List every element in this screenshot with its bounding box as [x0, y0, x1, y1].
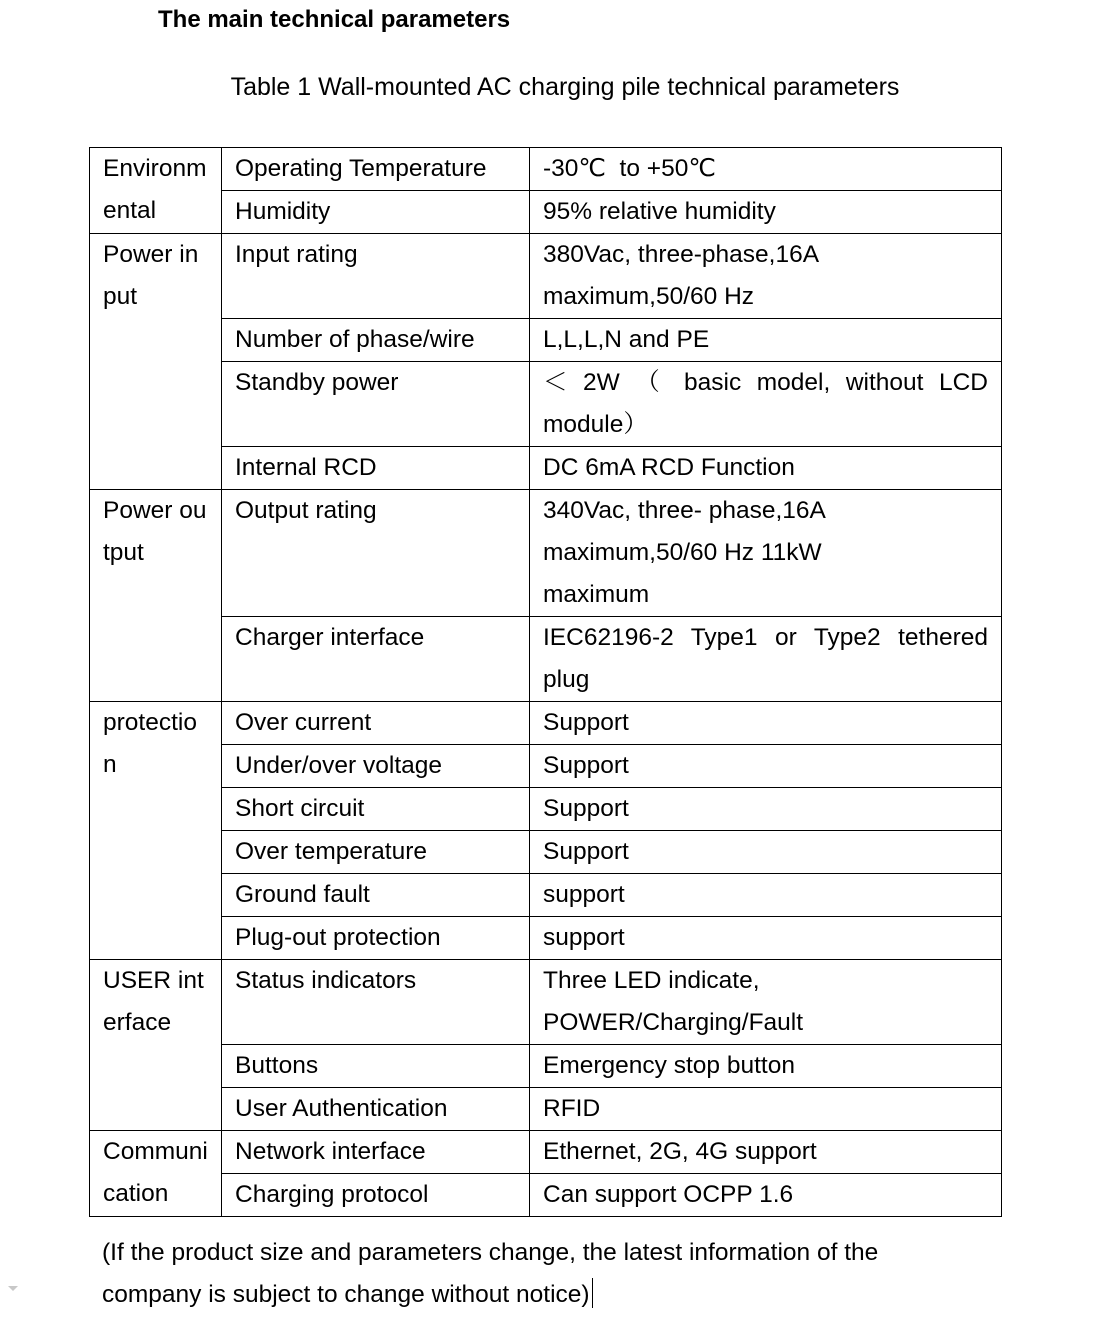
group-cell-communication: Communication [90, 1131, 222, 1217]
table-row [90, 148, 1002, 191]
param-cell: Status indicators [222, 960, 530, 1045]
param-cell: Short circuit [222, 788, 530, 831]
table-row [90, 788, 1002, 831]
table-row [90, 1088, 1002, 1131]
param-cell: Charging protocol [222, 1174, 530, 1217]
table-row [90, 191, 1002, 234]
section-heading: The main technical parameters [158, 6, 511, 33]
value-cell: 95% relative humidity [530, 191, 1002, 234]
technical-parameters-table [89, 147, 1002, 1217]
param-cell: Over temperature [222, 831, 530, 874]
table-row [90, 447, 1002, 490]
table-row [90, 319, 1002, 362]
param-cell: Plug-out protection [222, 917, 530, 960]
value-cell: 340Vac, three- phase,16A maximum,50/60 Hz 11kW maximum [530, 490, 1002, 617]
value-cell: IEC62196-2 Type1 or Type2 tethered plug [530, 617, 1002, 702]
table-row [90, 702, 1002, 745]
value-cell: -30℃ to +50℃ [530, 148, 1002, 191]
table-row [90, 362, 1002, 447]
param-cell: Network interface [222, 1131, 530, 1174]
group-cell-user-interface: USER interface [90, 960, 222, 1131]
param-cell: Ground fault [222, 874, 530, 917]
table-row [90, 1131, 1002, 1174]
value-cell: Emergency stop button [530, 1045, 1002, 1088]
value-cell: Support [530, 702, 1002, 745]
table-row [90, 617, 1002, 702]
param-cell: Number of phase/wire [222, 319, 530, 362]
value-cell: 380Vac, three-phase,16A maximum,50/60 Hz [530, 234, 1002, 319]
value-cell: Ethernet, 2G, 4G support [530, 1131, 1002, 1174]
value-cell: Three LED indicate, POWER/Charging/Fault [530, 960, 1002, 1045]
disclaimer-note[interactable] [102, 1232, 982, 1316]
value-cell: Support [530, 788, 1002, 831]
table-row [90, 234, 1002, 319]
param-cell: Charger interface [222, 617, 530, 702]
param-cell: Input rating [222, 234, 530, 319]
value-cell: ＜ 2W （ basic model, without LCD module） [530, 362, 1002, 447]
param-cell: Output rating [222, 490, 530, 617]
value-cell: DC 6mA RCD Function [530, 447, 1002, 490]
value-cell: support [530, 917, 1002, 960]
param-cell: Humidity [222, 191, 530, 234]
text-cursor [592, 1278, 594, 1308]
value-cell: Support [530, 831, 1002, 874]
param-cell: Buttons [222, 1045, 530, 1088]
value-cell: support [530, 874, 1002, 917]
value-cell: RFID [530, 1088, 1002, 1131]
param-cell: Internal RCD [222, 447, 530, 490]
group-cell-power-input: Power input [90, 234, 222, 490]
param-cell: Over current [222, 702, 530, 745]
collapse-arrow-icon [8, 1286, 18, 1291]
value-cell: L,L,L,N and PE [530, 319, 1002, 362]
table-row [90, 917, 1002, 960]
table-row [90, 960, 1002, 1045]
table-caption: Table 1 Wall-mounted AC charging pile technical parameters [230, 73, 900, 101]
group-cell-protection: protection [90, 702, 222, 960]
param-cell: User Authentication [222, 1088, 530, 1131]
table-row [90, 831, 1002, 874]
value-cell: Support [530, 745, 1002, 788]
table-row [90, 1045, 1002, 1088]
table-row [90, 874, 1002, 917]
param-cell: Under/over voltage [222, 745, 530, 788]
group-cell-power-output: Power output [90, 490, 222, 702]
table-row [90, 490, 1002, 617]
value-cell: Can support OCPP 1.6 [530, 1174, 1002, 1217]
disclaimer-text: (If the product size and parameters change, the latest information of the company is subject to change without notice) [102, 1239, 879, 1308]
param-cell: Standby power [222, 362, 530, 447]
param-cell: Operating Temperature [222, 148, 530, 191]
table-row [90, 745, 1002, 788]
group-cell-environmental: Environmental [90, 148, 222, 234]
table-row [90, 1174, 1002, 1217]
